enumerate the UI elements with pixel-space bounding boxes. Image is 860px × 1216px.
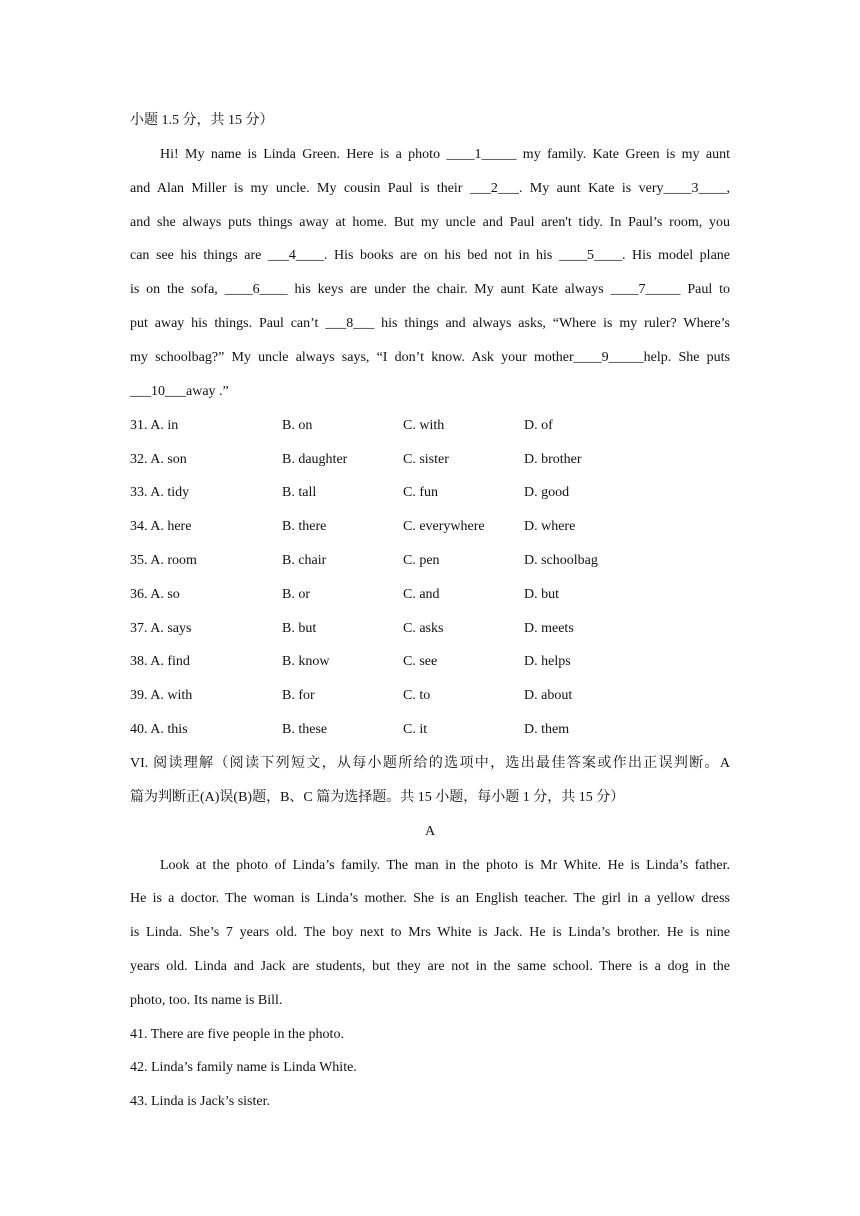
statement: 43. Linda is Jack’s sister. bbox=[130, 1094, 270, 1109]
option-c: C. it bbox=[403, 722, 428, 737]
statement: 42. Linda’s family name is Linda White. bbox=[130, 1060, 357, 1075]
passage-line: photo, too. Its name is Bill. bbox=[130, 993, 283, 1008]
passage-line: years old. Linda and Jack are students, but they are not in the same school. There is a dog in the bbox=[130, 959, 730, 974]
option-c: C. asks bbox=[403, 621, 444, 636]
option-c: C. and bbox=[403, 587, 440, 602]
option-d: D. where bbox=[524, 519, 576, 534]
option-d: D. but bbox=[524, 587, 559, 602]
option-b: B. for bbox=[282, 688, 315, 703]
passage-line: put away his things. Paul can’t ___8___ his things and always asks, “Where is my ruler? Where’s bbox=[130, 316, 730, 331]
option-a: 31. A. in bbox=[130, 418, 179, 433]
passage-line: is Linda. She’s 7 years old. The boy next to Mrs White is Jack. He is Linda’s brother. He is nine bbox=[130, 925, 730, 940]
option-d: D. schoolbag bbox=[524, 553, 598, 568]
option-a: 39. A. with bbox=[130, 688, 193, 703]
option-b: B. but bbox=[282, 621, 317, 636]
option-d: D. about bbox=[524, 688, 573, 703]
option-b: B. there bbox=[282, 519, 327, 534]
option-d: D. them bbox=[524, 722, 570, 737]
option-a: 34. A. here bbox=[130, 519, 192, 534]
option-d: D. good bbox=[524, 485, 570, 500]
option-d: D. helps bbox=[524, 654, 571, 669]
option-a: 37. A. says bbox=[130, 621, 192, 636]
option-c: C. see bbox=[403, 654, 438, 669]
option-d: D. meets bbox=[524, 621, 574, 636]
passage-line: Hi! My name is Linda Green. Here is a photo ____1_____ my family. Kate Green is my aunt bbox=[160, 147, 730, 162]
option-b: B. know bbox=[282, 654, 330, 669]
option-d: D. of bbox=[524, 418, 553, 433]
passage-line: can see his things are ___4____. His books are on his bed not in his ____5____. His model plane bbox=[130, 248, 730, 263]
option-b: B. these bbox=[282, 722, 328, 737]
section-v-instruction-tail: 小题 1.5 分，共 15 分） bbox=[130, 113, 274, 128]
passage-line: and Alan Miller is my uncle. My cousin Paul is their ___2___. My aunt Kate is very____3____, bbox=[130, 181, 730, 196]
option-d: D. brother bbox=[524, 452, 582, 467]
option-c: C. with bbox=[403, 418, 445, 433]
option-c: C. fun bbox=[403, 485, 438, 500]
passage-heading: A bbox=[424, 824, 436, 839]
option-a: 40. A. this bbox=[130, 722, 188, 737]
option-c: C. everywhere bbox=[403, 519, 485, 534]
option-c: C. pen bbox=[403, 553, 440, 568]
option-b: B. or bbox=[282, 587, 310, 602]
instruction-line: VI. 阅读理解（阅读下列短文，从每小题所给的选项中，选出最佳答案或作出正误判断。A bbox=[130, 756, 730, 771]
passage-line: and she always puts things away at home. But my uncle and Paul aren't tidy. In Paul’s room, you bbox=[130, 215, 730, 230]
option-a: 33. A. tidy bbox=[130, 485, 190, 500]
option-b: B. on bbox=[282, 418, 313, 433]
option-b: B. tall bbox=[282, 485, 317, 500]
statement: 41. There are five people in the photo. bbox=[130, 1027, 344, 1042]
passage-line: ___10___away .” bbox=[130, 384, 229, 399]
instruction-line: 篇为判断正(A)误(B)题，B、C 篇为选择题。共 15 小题，每小题 1 分，共 15 分） bbox=[130, 790, 625, 805]
option-b: B. chair bbox=[282, 553, 327, 568]
passage-line: Look at the photo of Linda’s family. The man in the photo is Mr White. He is Linda’s father. bbox=[160, 858, 730, 873]
option-b: B. daughter bbox=[282, 452, 348, 467]
option-c: C. to bbox=[403, 688, 431, 703]
passage-line: my schoolbag?” My uncle always says, “I don’t know. Ask your mother____9_____help. She puts bbox=[130, 350, 730, 365]
option-a: 32. A. son bbox=[130, 452, 187, 467]
option-a: 35. A. room bbox=[130, 553, 197, 568]
passage-line: He is a doctor. The woman is Linda’s mother. She is an English teacher. The girl in a yellow dress bbox=[130, 891, 730, 906]
option-a: 36. A. so bbox=[130, 587, 180, 602]
option-a: 38. A. find bbox=[130, 654, 190, 669]
passage-line: is on the sofa, ____6____ his keys are under the chair. My aunt Kate always ____7_____ Paul to bbox=[130, 282, 730, 297]
option-c: C. sister bbox=[403, 452, 449, 467]
